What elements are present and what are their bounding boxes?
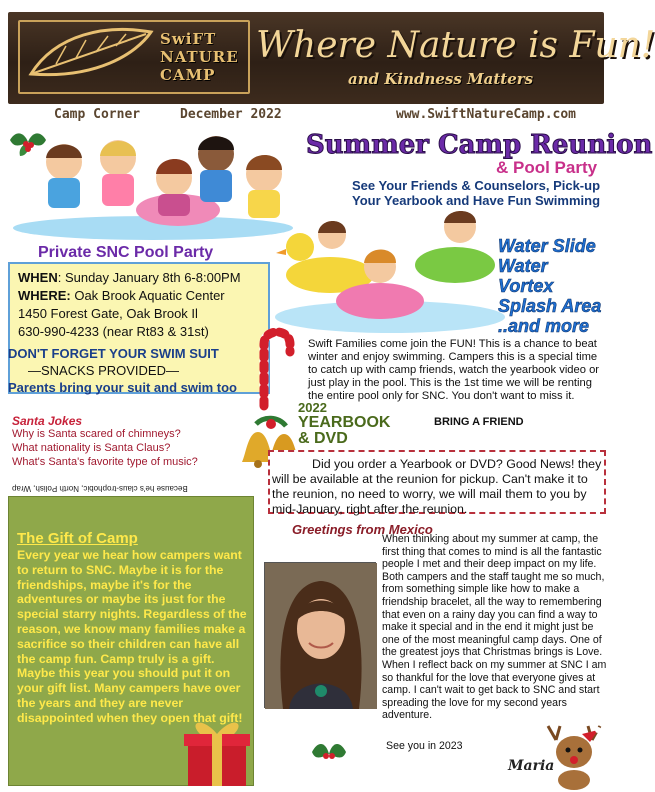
event-phone: 630-990-4233 (near Rt83 & 31st) xyxy=(18,324,209,339)
holly-icon xyxy=(308,736,350,772)
joke-item: What nationality is Santa Claus? xyxy=(12,442,171,454)
greetings-closing: See you in 2023 xyxy=(386,740,463,752)
reunion-title: Summer Camp Reunion xyxy=(306,130,653,160)
masthead-tagline: Where Nature is Fun! xyxy=(256,25,655,66)
gift-title: The Gift of Camp xyxy=(17,530,138,547)
where-label: WHERE: xyxy=(18,288,71,303)
leaf-logo-icon xyxy=(26,24,156,86)
where-value: Oak Brook Aquatic Center xyxy=(70,288,225,303)
reunion-description: Swift Families come join the FUN! This is a chance to beat winter and enjoy swimming. Campers this is a special time to catch up with camp friends, watch the yearbook video or just play in the pool. This is the 1st time we will be renting the entire pool only for SNC. You don't want to miss it. xyxy=(308,338,600,402)
when-value: : Sunday January 8th 6-8:00PM xyxy=(57,270,241,285)
feature-item: Splash Area xyxy=(498,296,602,316)
yearbook-text: Did you order a Yearbook or DVD? Good News! they will be available at the reunion for pickup. Can't make it to the reunion, no need to worry, we will mail them to you by mid-January, right after the reunion. xyxy=(272,457,602,516)
masthead xyxy=(8,12,655,104)
joke-item: Why is Santa scared of chimneys? xyxy=(12,428,181,440)
event-address: 1450 Forest Gate, Oak Brook Il xyxy=(18,306,198,321)
yearbook-label xyxy=(298,400,390,447)
reunion-tagline: See Your Friends & Counselors, Pick-up Your Yearbook and Have Fun Swimming xyxy=(352,178,601,208)
swimsuit-reminder: DON'T FORGET YOUR SWIM SUIT xyxy=(8,346,219,361)
joke-answers-upside-down: Because he's claus-trophobic, North Polish, Wrap xyxy=(12,484,188,493)
pool-features-list xyxy=(498,236,608,336)
brand-line: SwiFT xyxy=(160,30,217,48)
bring-friend-note: BRING A FRIEND xyxy=(434,416,524,428)
camper-portrait-image xyxy=(265,563,377,709)
brand-line: NATURE xyxy=(160,48,239,66)
signature: Maria xyxy=(508,758,555,774)
snacks-note: —SNACKS PROVIDED— xyxy=(28,363,179,378)
website-link[interactable]: www.SwiftNatureCamp.com xyxy=(396,107,577,122)
section-name: Camp Corner xyxy=(54,107,141,122)
joke-item: What's Santa's favorite type of music? xyxy=(12,456,198,468)
greetings-text: When thinking about my summer at camp, the first thing that comes to mind is all the fantastic people I met and their deep impact on my life. Both campers and the staff taught me so much, from something simple like how to make a friendship bracelet, all the way to remembering that even on a rainy day you can find a way to make it special and in the end it might just be one of the most meaningful camp days. One of the greatest joys that Christmas brings is Love. When I reflect back on my summer at SNC I am so thankful for the love that everyone gives at camp. I can't wait to get back to SNC and start spreading the love for my second years adventure. xyxy=(382,533,607,722)
when-label: WHEN xyxy=(18,270,58,285)
pool-party-title: Private SNC Pool Party xyxy=(38,244,214,261)
camper-photo xyxy=(264,562,376,708)
greetings-title: Greetings from Mexico xyxy=(292,522,433,537)
gift-text: Every year we hear how campers want to return to SNC. Maybe it is for the friendships, maybe it's for the adventures or maybe its just for the special starry nights. Regardless of the reason, we know many families make a sacrifice so their children can have all the camp fun. Camp truly is a gift. Maybe this year you should put it on your gift list. Many campers have over the years and they are never disappointed when they open that gift! xyxy=(17,548,247,725)
pool-floats-illustration xyxy=(270,205,500,335)
issue-date: December 2022 xyxy=(180,107,282,122)
gift-box-icon xyxy=(182,712,252,788)
parents-note: Parents bring your suit and swim too xyxy=(8,380,237,395)
reunion-subtitle: & Pool Party xyxy=(496,158,598,177)
swimming-kids-illustration xyxy=(8,128,298,238)
feature-item: Water Vortex xyxy=(498,256,554,296)
jokes-title: Santa Jokes xyxy=(12,414,83,428)
brand-line: CAMP xyxy=(160,66,216,84)
feature-item: Water Slide xyxy=(498,236,596,256)
brand-name xyxy=(160,30,250,84)
masthead-subtagline: and Kindness Matters xyxy=(348,70,534,88)
event-when xyxy=(18,270,241,285)
event-where xyxy=(18,288,225,303)
feature-item: ..and more xyxy=(498,316,590,336)
yearbook-title: YEARBOOK xyxy=(298,414,391,431)
yearbook-dvd: & DVD xyxy=(298,430,348,447)
reindeer-icon xyxy=(538,722,610,790)
yearbook-year: 2022 xyxy=(298,400,327,415)
candy-cane-icon xyxy=(252,322,296,408)
